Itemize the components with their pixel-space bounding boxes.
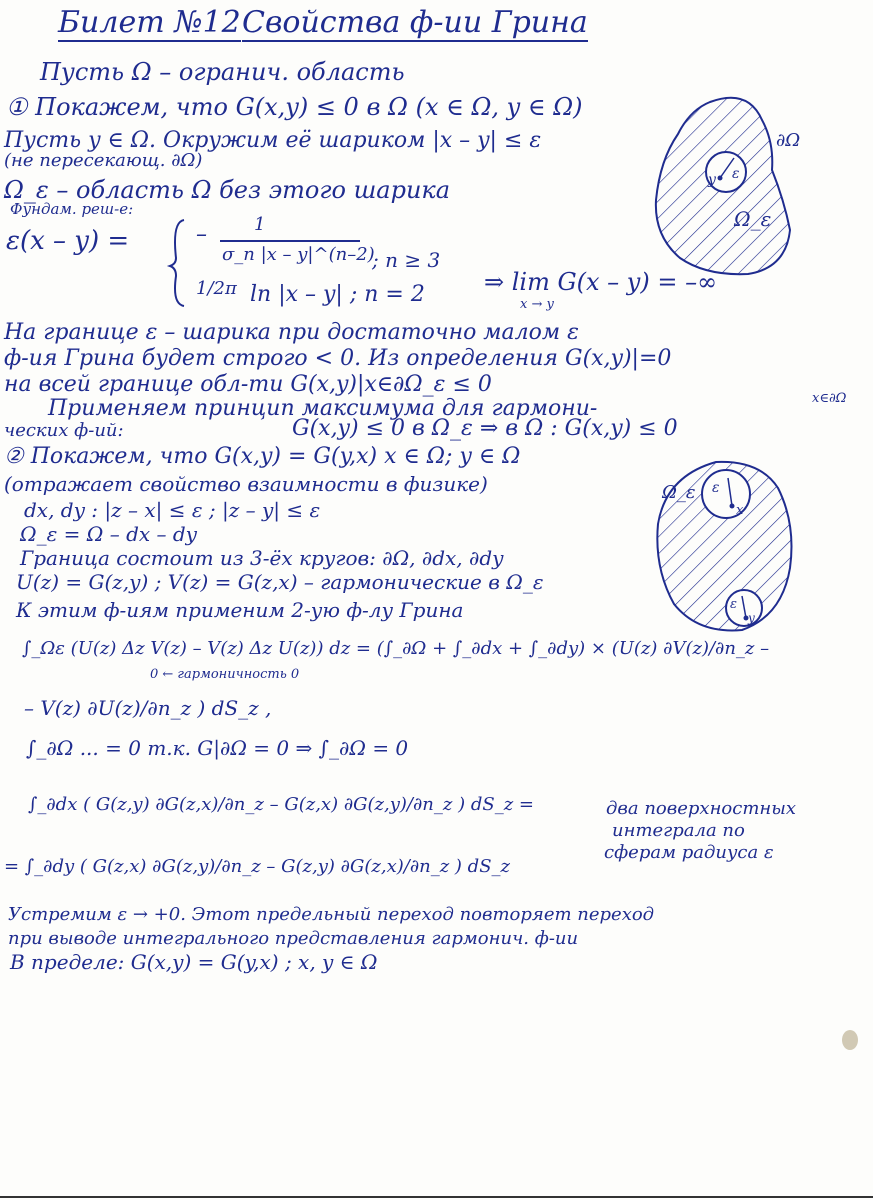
text-line-16: Граница состоит из 3-ёх кругов: ∂Ω, ∂dx, ∂dy — [20, 546, 504, 570]
text-line-1: Пусть Ω – огранич. область — [40, 58, 405, 86]
fig1-domain-label: Ω_ε — [734, 207, 772, 231]
fig1-point-label: y — [708, 172, 716, 188]
text-line-11: ческих ф-ий: — [4, 420, 124, 441]
case1-sign: – — [196, 222, 207, 247]
integral-dy: = ∫_∂dy ( G(z,x) ∂G(z,y)/∂n_z – G(z,y) ∂G(z,x)/∂n_z ) dS_z — [4, 856, 511, 877]
text-line-14: dx, dy : |z – x| ≤ ε ; |z – y| ≤ ε — [24, 498, 321, 522]
text-line-7: На границе ε – шарика при достаточно малом ε — [4, 320, 579, 345]
fig2-point-x-label: x — [736, 503, 744, 518]
ticket-number: Билет №12 — [58, 5, 241, 40]
note-line-2: интеграла по — [612, 820, 745, 841]
limit-statement: ⇒ lim G(x – y) = –∞ — [484, 268, 718, 296]
note-line-3: сферам радиуса ε — [604, 842, 774, 863]
text-line-3: Пусть y ∈ Ω. Окружим её шариком |x – y| ≤ ε — [4, 128, 542, 153]
text-line-8: ф-ия Грина будет строго < 0. Из определения G(x,y)|=0 — [4, 346, 672, 371]
integral-dx: ∫_∂dx ( G(z,y) ∂G(z,x)/∂n_z – G(z,x) ∂G(z,y)/∂n_z ) dS_z = — [28, 794, 534, 815]
case1-numerator: 1 — [254, 214, 266, 235]
text-line-22: В пределе: G(x,y) = G(y,x) ; x, y ∈ Ω — [10, 950, 378, 974]
text-line-12: ② Покажем, что G(x,y) = G(y,x) x ∈ Ω; y ∈ Ω — [4, 444, 521, 469]
figure-domain-ball — [650, 90, 820, 280]
fig2-domain-label: Ω_ε — [662, 482, 696, 503]
text-line-2: ① Покажем, что G(x,y) ≤ 0 в Ω (x ∈ Ω, y ∈ Ω) — [6, 93, 583, 121]
text-line-13: (отражает свойство взаимности в физике) — [4, 472, 488, 496]
case1-denominator: σ_n |x – y|^(n–2) — [222, 244, 375, 265]
text-line-18: К этим ф-иям применим 2-ую ф-лу Грина — [16, 598, 464, 622]
fund-solution-lhs: ε(x – y) = — [6, 226, 130, 256]
paper-stain — [842, 1030, 858, 1050]
piecewise-brace — [168, 218, 188, 308]
green-formula-continuation: – V(z) ∂U(z)/∂n_z ) dS_z , — [24, 696, 272, 720]
fig2-point-y-label: y — [748, 611, 755, 625]
text-line-5: Ω_ε – область Ω без этого шарика — [4, 176, 451, 204]
text-line-19: ∫_∂Ω ... = 0 т.к. G|∂Ω = 0 ⇒ ∫_∂Ω = 0 — [26, 736, 409, 760]
text-line-6: Фундам. реш-е: — [10, 200, 134, 218]
text-line-11b: G(x,y) ≤ 0 в Ω_ε ⇒ в Ω : G(x,y) ≤ 0 — [292, 416, 678, 441]
text-line-4: (не пересекающ. ∂Ω) — [4, 150, 203, 171]
text-line-9-note: х∈∂Ω — [812, 391, 847, 406]
fig1-boundary-label: ∂Ω — [776, 130, 801, 151]
limit-subscript: x → y — [520, 297, 554, 312]
text-line-21: при выводе интегрального представления гармонич. ф-ии — [8, 928, 579, 949]
text-line-15: Ω_ε = Ω – dx – dy — [20, 522, 197, 546]
scan-edge — [0, 1196, 873, 1198]
green-formula-lhs: ∫_Ωε (U(z) Δz V(z) – V(z) Δz U(z)) dz = (∫_∂Ω + ∫_∂dx + ∫_∂dy) × (U(z) ∂V(z)/∂n_z – — [22, 638, 770, 659]
fig2-radius-x-label: ε — [712, 480, 720, 496]
case2-coefficient: 1/2π — [196, 278, 237, 299]
text-line-17: U(z) = G(z,y) ; V(z) = G(z,x) – гармонические в Ω_ε — [16, 570, 544, 594]
case1-fraction-bar — [220, 240, 360, 242]
case1-condition: ; n ≥ 3 — [372, 248, 441, 272]
text-line-9: на всей границе обл-ти G(x,y)|x∈∂Ω_ε ≤ 0 — [4, 372, 492, 397]
green-formula-note: 0 ← гармоничность 0 — [150, 667, 300, 682]
ticket-topic: Свойства ф-ии Грина — [242, 5, 588, 40]
fig1-radius-label: ε — [732, 166, 740, 182]
text-line-20: Устремим ε → +0. Этот предельный переход повторяет переход — [8, 904, 655, 925]
fig2-radius-y-label: ε — [730, 597, 737, 612]
figure-domain-two-balls — [652, 458, 802, 638]
text-line-10: Применяем принцип максимума для гармони- — [48, 396, 598, 421]
note-line-1: два поверхностных — [606, 798, 797, 819]
case2-body: ln |x – y| ; n = 2 — [250, 282, 425, 307]
